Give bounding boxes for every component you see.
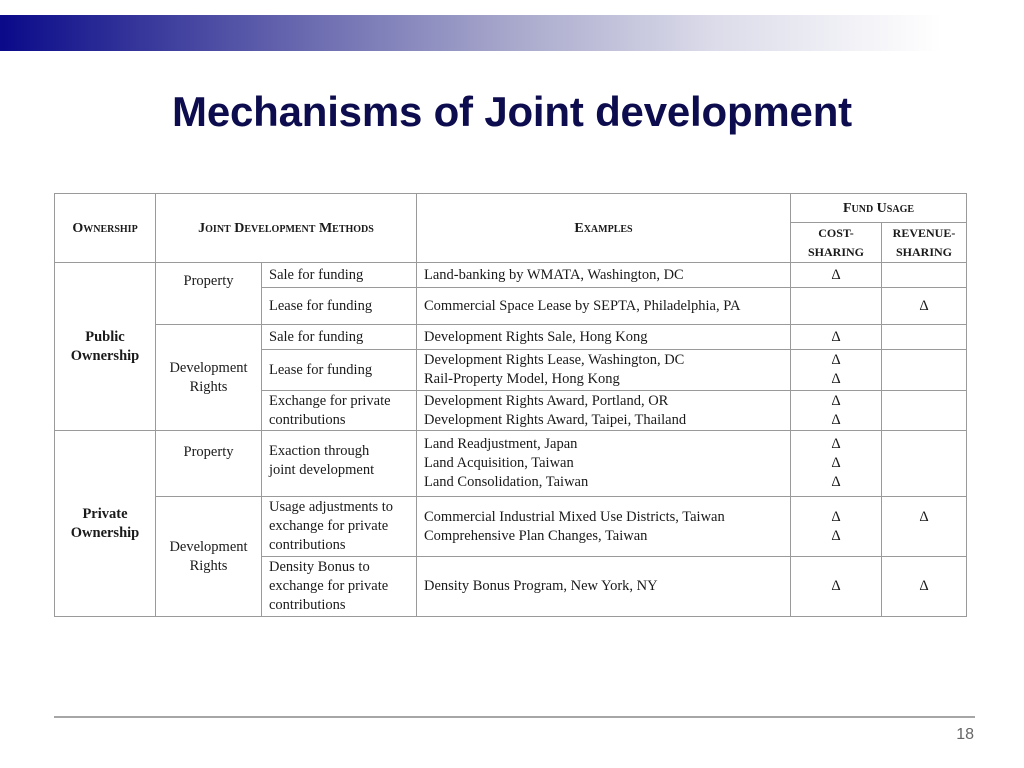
method-cell <box>262 557 417 617</box>
public-development-rights-line-2: Rights <box>189 378 228 395</box>
cost-sharing-mark: Δ <box>791 557 882 617</box>
example-line: Development Rights Lease, Washington, DC <box>424 352 685 368</box>
method-cell: Sale for funding <box>262 325 417 350</box>
private-development-rights-line-2: Rights <box>189 557 228 574</box>
header-fund-usage: Fund Usage <box>791 194 967 223</box>
delta-mark: Δ <box>831 371 841 387</box>
method-line: joint development <box>269 462 375 478</box>
page-number: 18 <box>956 726 974 743</box>
example-line: Comprehensive Plan Changes, Taiwan <box>424 527 648 544</box>
example-line: Land Readjustment, Japan <box>424 436 578 452</box>
method-cell: Lease for funding <box>262 288 417 325</box>
example-cell <box>417 431 791 497</box>
example-cell: Land-banking by WMATA, Washington, DC <box>417 263 791 288</box>
delta-mark: Δ <box>831 411 841 428</box>
delta-mark: Δ <box>831 474 841 490</box>
table-row <box>55 325 967 350</box>
footer-divider <box>54 716 975 718</box>
method-line: Exchange for private <box>269 392 391 409</box>
method-line: contributions <box>269 597 346 613</box>
header-row-1 <box>55 194 967 223</box>
revenue-sharing-mark: Δ <box>882 288 967 325</box>
method-group-public-property: Property <box>156 263 262 325</box>
header-revenue-sharing <box>882 223 967 263</box>
header-cost-sharing-line-1: COST- <box>818 225 854 240</box>
method-line: Usage adjustments to <box>269 499 394 515</box>
ownership-public <box>55 263 156 431</box>
method-line: exchange for private <box>269 578 389 594</box>
method-line: Density Bonus to <box>269 559 370 575</box>
ownership-private-line-1: Private <box>82 505 128 522</box>
example-cell: Commercial Space Lease by SEPTA, Philadelphia, PA <box>417 288 791 325</box>
title-gradient-bar <box>0 15 1024 51</box>
method-cell: Lease for funding <box>262 350 417 391</box>
cost-sharing-mark <box>791 288 882 325</box>
example-line: Development Rights Award, Portland, OR <box>424 392 669 409</box>
joint-development-table <box>54 193 967 617</box>
revenue-sharing-mark: Δ <box>882 497 967 557</box>
example-line: Commercial Industrial Mixed Use Districts, Taiwan <box>424 508 725 525</box>
header-examples: Examples <box>417 194 791 263</box>
header-ownership: Ownership <box>55 194 156 263</box>
cost-sharing-mark <box>791 431 882 497</box>
revenue-sharing-mark <box>882 325 967 350</box>
delta-mark: Δ <box>831 508 841 525</box>
revenue-sharing-mark: Δ <box>882 557 967 617</box>
ownership-private-line-2: Ownership <box>70 524 140 541</box>
revenue-sharing-mark <box>882 391 967 431</box>
example-cell: Density Bonus Program, New York, NY <box>417 557 791 617</box>
header-cost-sharing-line-2: SHARING <box>807 244 864 259</box>
cost-sharing-mark: Δ <box>791 325 882 350</box>
example-line: Development Rights Award, Taipei, Thailand <box>424 411 687 428</box>
method-cell: Sale for funding <box>262 263 417 288</box>
cost-sharing-mark <box>791 391 882 431</box>
example-cell <box>417 391 791 431</box>
ownership-private <box>55 431 156 617</box>
delta-mark: Δ <box>831 527 841 544</box>
method-line: contributions <box>269 537 346 553</box>
method-cell <box>262 391 417 431</box>
method-line: contributions <box>269 411 346 428</box>
ownership-public-line-1: Public <box>85 328 125 345</box>
delta-mark: Δ <box>831 392 841 409</box>
table-row <box>55 263 967 288</box>
example-cell: Development Rights Sale, Hong Kong <box>417 325 791 350</box>
public-development-rights-line-1: Development <box>169 359 248 376</box>
header-methods: Joint Development Methods <box>156 194 417 263</box>
method-group-private-development-rights <box>156 497 262 617</box>
cost-sharing-mark: Δ <box>791 263 882 288</box>
delta-mark: Δ <box>831 455 841 471</box>
method-line: exchange for private <box>269 518 389 534</box>
table-row <box>55 497 967 557</box>
delta-mark: Δ <box>831 352 841 368</box>
example-line: Rail-Property Model, Hong Kong <box>424 371 620 387</box>
cost-sharing-mark <box>791 497 882 557</box>
example-cell <box>417 350 791 391</box>
slide-title: Mechanisms of Joint development <box>172 88 852 135</box>
header-cost-sharing <box>791 223 882 263</box>
delta-mark: Δ <box>831 436 841 452</box>
example-line: Land Consolidation, Taiwan <box>424 474 589 490</box>
example-cell <box>417 497 791 557</box>
revenue-sharing-mark <box>882 350 967 391</box>
method-group-public-development-rights <box>156 325 262 431</box>
revenue-sharing-mark <box>882 431 967 497</box>
table-row <box>55 431 967 497</box>
method-line: Exaction through <box>269 443 370 459</box>
revenue-sharing-mark <box>882 263 967 288</box>
cost-sharing-mark <box>791 350 882 391</box>
example-line: Land Acquisition, Taiwan <box>424 455 574 471</box>
joint-development-table-container <box>54 193 967 617</box>
ownership-public-line-2: Ownership <box>70 347 140 364</box>
header-revenue-sharing-line-2: SHARING <box>895 244 952 259</box>
header-revenue-sharing-line-1: REVENUE- <box>892 225 956 240</box>
method-cell <box>262 497 417 557</box>
method-group-private-property: Property <box>156 431 262 497</box>
private-development-rights-line-1: Development <box>169 538 248 555</box>
method-cell <box>262 431 417 497</box>
